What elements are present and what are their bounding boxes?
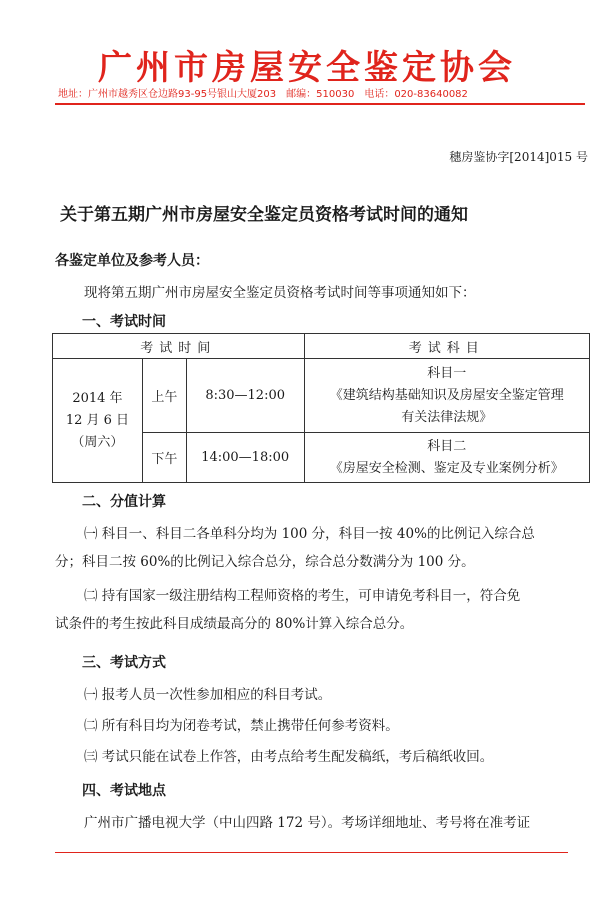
table-header-row <box>53 334 590 359</box>
letterhead-org-name: 广州市房屋安全鉴定协会 <box>98 48 516 88</box>
salutation: 各鉴定单位及参考人员： <box>55 253 209 269</box>
exam-schedule-table <box>52 333 590 483</box>
section-2-item-2-line-1: ㈡ 持有国家一级注册结构工程师资格的考生，可申请免考科目一，符合免 <box>84 588 521 604</box>
period-cell: 下午 <box>142 433 186 483</box>
section-3-item: ㈡ 所有科目均为闭卷考试，禁止携带任何参考资料。 <box>84 718 399 734</box>
section-2-item-1-line-2: 分；科目二按 60%的比例记入综合总分，综合总分数满分为 100 分。 <box>55 554 475 570</box>
period-cell: 上午 <box>142 359 186 433</box>
section-3-heading: 三、考试方式 <box>82 655 166 671</box>
time-cell: 8:30—12:00 <box>186 359 304 433</box>
table-row <box>53 359 590 433</box>
section-3-item: ㈢ 考试只能在试卷上作答，由考点给考生配发稿纸，考后稿纸收回。 <box>84 749 494 765</box>
section-2-heading: 二、分值计算 <box>82 494 166 510</box>
section-3-item: ㈠ 报考人员一次性参加相应的科目考试。 <box>84 687 332 703</box>
footer-rule <box>55 852 568 853</box>
header-exam-subject: 考试科目 <box>304 334 589 359</box>
letterhead-address: 地址：广州市越秀区仓边路93-95号银山大厦203 邮编：510030 电话：020-83640082 <box>58 89 468 100</box>
intro-paragraph: 现将第五期广州市房屋安全鉴定员资格考试时间等事项通知如下： <box>84 285 476 301</box>
section-1-heading: 一、考试时间 <box>82 314 166 330</box>
section-4-line: 广州市广播电视大学（中山四路 172 号）。考场详细地址、考号将在准考证 <box>84 815 531 831</box>
document-number: 穗房鉴协字[2014]015 号 <box>449 150 588 164</box>
section-2-item-1-line-1: ㈠ 科目一、科目二各单科分均为 100 分，科目一按 40%的比例记入综合总 <box>84 526 535 542</box>
subject-cell: 科目二 《房屋安全检测、鉴定及专业案例分析》 <box>304 433 589 483</box>
section-2-item-2-line-2: 试条件的考生按此科目成绩最高分的 80%计算入综合总分。 <box>55 616 414 632</box>
exam-date-cell: 2014 年 12 月 6 日 （周六） <box>53 359 143 483</box>
section-4-heading: 四、考试地点 <box>82 783 166 799</box>
notice-title: 关于第五期广州市房屋安全鉴定员资格考试时间的通知 <box>60 205 468 225</box>
header-exam-time: 考试时间 <box>53 334 305 359</box>
letterhead-rule <box>55 103 585 105</box>
subject-cell: 科目一 《建筑结构基础知识及房屋安全鉴定管理 有关法律法规》 <box>304 359 589 433</box>
time-cell: 14:00—18:00 <box>186 433 304 483</box>
